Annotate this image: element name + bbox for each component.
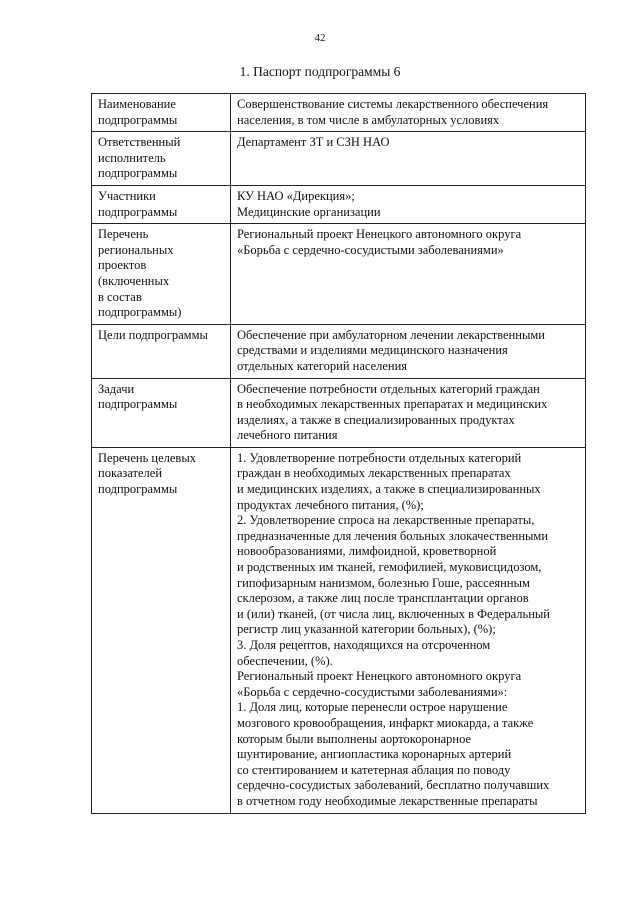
row-value-line: и (или) тканей, (от числа лиц, включенных в Федеральный	[237, 606, 550, 621]
table-row	[92, 224, 586, 325]
page-title: 1. Паспорт подпрограммы 6	[239, 64, 401, 79]
row-label-line: подпрограммы	[98, 204, 178, 219]
row-label-cell	[92, 378, 231, 447]
row-value-line: изделиях, а также в специализированных продуктах	[237, 412, 515, 427]
row-label-line: в состав	[98, 289, 142, 304]
table-row	[92, 132, 586, 186]
row-value-line: Медицинские организации	[237, 204, 381, 219]
row-value-line: регистр лиц указанной категории больных), (%);	[237, 622, 496, 637]
row-value-line: отдельных категорий населения	[237, 358, 408, 373]
row-value-cell	[231, 447, 586, 813]
row-value-line: 1. Доля лиц, которые перенесли острое нарушение	[237, 700, 508, 715]
row-value-line: 1. Удовлетворение потребности отдельных категорий	[237, 450, 522, 465]
row-label-cell	[92, 224, 231, 325]
row-label-line: Наименование	[98, 97, 176, 111]
row-value-line: со стентированием и катетерная аблация по поводу	[237, 762, 511, 777]
row-label-line: Ответственный	[98, 135, 181, 150]
row-value-line: Совершенствование системы лекарственного обеспечения	[237, 97, 549, 111]
row-value-line: гипофизарным нанизмом, болезнью Гоше, рассеянным	[237, 575, 530, 590]
row-value-line: обеспечении, (%).	[237, 653, 333, 668]
row-value-line: новообразованиями, лимфоидной, кроветворной	[237, 544, 497, 559]
row-label-line: (включенных	[98, 273, 170, 288]
row-value-line: шунтирование, ангиопластика коронарных артерий	[237, 747, 512, 762]
row-value-line: склерозом, а также лиц после трансплантации органов	[237, 591, 529, 606]
row-value-line: КУ НАО «Дирекция»;	[237, 188, 355, 203]
row-value-line: «Борьба с сердечно-сосудистыми заболеваниями»	[237, 242, 504, 257]
row-label-line: подпрограммы	[98, 482, 178, 497]
row-value-line: средствами и изделиями медицинского назначения	[237, 343, 508, 358]
row-value-cell	[231, 185, 586, 223]
row-value-line: в необходимых лекарственных препаратах и медицинских	[237, 397, 548, 412]
row-value-line: Обеспечение при амбулаторном лечении лекарственными	[237, 327, 545, 342]
row-label-cell	[92, 185, 231, 223]
row-label-cell	[92, 132, 231, 186]
table-row	[92, 324, 586, 378]
row-value-line: которым были выполнены аортокоронарное	[237, 731, 472, 746]
row-label-cell	[92, 324, 231, 378]
row-label-line: показателей	[98, 466, 163, 481]
row-value-line: Департамент ЗТ и СЗН НАО	[237, 135, 390, 150]
row-value-cell	[231, 378, 586, 447]
row-label-line: исполнитель	[98, 150, 166, 165]
table-row	[92, 94, 586, 132]
row-label-line: подпрограммы	[98, 166, 178, 181]
table-row	[92, 378, 586, 447]
row-value-cell	[231, 224, 586, 325]
row-value-line: продуктах лечебного питания, (%);	[237, 497, 424, 512]
passport-table	[91, 93, 586, 814]
row-value-cell	[231, 132, 586, 186]
row-value-line: Обеспечение потребности отдельных категорий граждан	[237, 381, 540, 396]
table-row	[92, 447, 586, 813]
row-label-cell	[92, 447, 231, 813]
page-number: 42	[314, 32, 326, 44]
row-label-line: Участники	[98, 188, 156, 203]
row-value-cell	[231, 94, 586, 132]
row-value-line: населения, в том числе в амбулаторных условиях	[237, 112, 500, 127]
row-value-line: Региональный проект Ненецкого автономного округа	[237, 669, 522, 684]
row-label-line: подпрограммы	[98, 112, 178, 127]
row-label-line: проектов	[98, 258, 147, 273]
row-value-line: сердечно-сосудистых заболеваний, бесплатно получавших	[237, 778, 550, 793]
row-value-line: граждан в необходимых лекарственных препаратах	[237, 466, 511, 481]
passport-table-body	[92, 94, 586, 814]
row-label-line: Задачи	[98, 381, 135, 396]
row-label-cell	[92, 94, 231, 132]
row-label-line: Цели подпрограммы	[98, 327, 208, 342]
row-label-line: подпрограммы	[98, 397, 178, 412]
row-value-line: и родственных им тканей, гемофилией, муковисцидозом,	[237, 560, 542, 575]
row-label-line: подпрограммы)	[98, 305, 182, 320]
row-value-line: «Борьба с сердечно-сосудистыми заболеваниями»:	[237, 684, 508, 699]
row-label-line: региональных	[98, 242, 174, 257]
row-label-line: Перечень	[98, 227, 149, 242]
row-label-line: Перечень целевых	[98, 450, 196, 465]
row-value-line: 3. Доля рецептов, находящихся на отсроченном	[237, 638, 491, 652]
row-value-line: мозгового кровообращения, инфаркт миокарда, а также	[237, 715, 534, 730]
row-value-line: и медицинских изделиях, а также в специализированных	[237, 482, 541, 497]
row-value-line: лечебного питания	[237, 428, 338, 443]
table-row	[92, 185, 586, 223]
row-value-cell	[231, 324, 586, 378]
row-value-line: предназначенные для лечения больных злокачественными	[237, 528, 549, 543]
row-value-line: 2. Удовлетворение спроса на лекарственные препараты,	[237, 513, 535, 528]
row-value-line: в отчетном году необходимые лекарственные препараты	[237, 793, 538, 808]
row-value-line: Региональный проект Ненецкого автономного округа	[237, 227, 522, 242]
